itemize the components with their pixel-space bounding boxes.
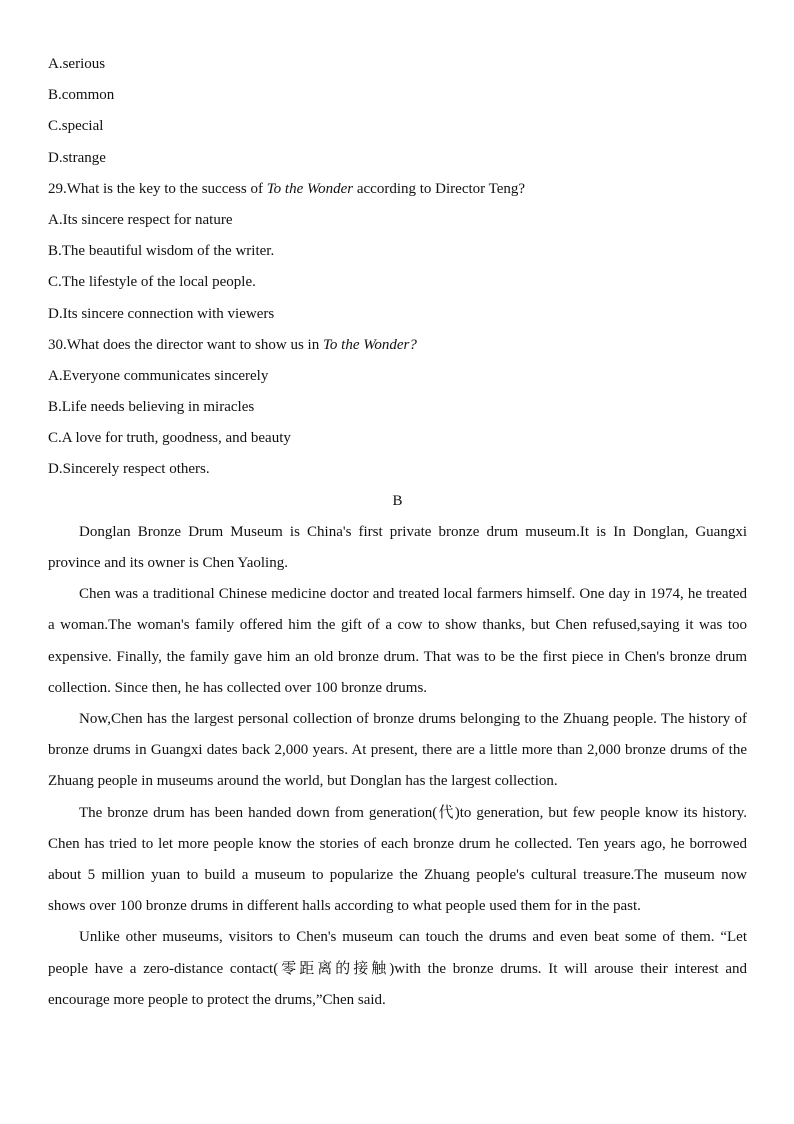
passage-paragraph-5: Unlike other museums, visitors to Chen's museum can touch the drums and even beat some of them. “Let people have a zero-distance contact(零距离的接触)with the bronze drums. It will arouse their interest and encourage more people to protect the drums,”Chen said. <box>48 929 747 1008</box>
q29-stem-title: To the Wonder <box>266 180 354 197</box>
passage-paragraph-1: Donglan Bronze Drum Museum is China's first private bronze drum museum.It is In Donglan, Guangxi province and its owner is Chen Yaoling. <box>48 523 747 572</box>
q29-option-a: A.Its sincere respect for nature <box>48 211 233 228</box>
q30-stem-before: 30.What does the director want to show us in <box>48 336 323 353</box>
q28-option-a: A.serious <box>48 56 106 72</box>
q29-option-b: B.The beautiful wisdom of the writer. <box>48 243 275 260</box>
q28-option-d: D.strange <box>48 149 106 166</box>
q30-stem-title: To the Wonder? <box>322 336 417 353</box>
q29-stem <box>48 174 747 205</box>
passage-paragraph-2: Chen was a traditional Chinese medicine doctor and treated local farmers himself. One day in 1974, he treated a woman.The woman's family offered him the gift of a cow to show thanks, but Chen refused,saying it was too expensive. Finally, the family gave him an old bronze drum. That was to be the first piece in Chen's bronze drum collection. Since then, he has collected over 100 bronze drums. <box>48 586 747 696</box>
q29-option-d: D.Its sincere connection with viewers <box>48 305 275 322</box>
q30-option-d: D.Sincerely respect others. <box>48 461 210 478</box>
q28-option-b: B.common <box>48 87 115 104</box>
q30-option-b: B.Life needs believing in miracles <box>48 399 255 416</box>
q28-option-c: C.special <box>48 118 104 135</box>
q30-option-a: A.Everyone communicates sincerely <box>48 367 269 384</box>
section-heading: B <box>392 492 403 509</box>
q29-option-c: C.The lifestyle of the local people. <box>48 274 256 291</box>
q29-stem-after: according to Director Teng? <box>353 180 526 197</box>
exam-page <box>48 49 747 1016</box>
q30-option-c: C.A love for truth, goodness, and beauty <box>48 430 291 447</box>
passage-paragraph-3: Now,Chen has the largest personal collection of bronze drums belonging to the Zhuang people. The history of bronze drums in Guangxi dates back 2,000 years. At present, there are a little more than 2,000 bronze drums of the Zhuang people in museums around the world, but Donglan has the largest collection. <box>48 711 747 790</box>
q29-stem-before: 29.What is the key to the success of <box>48 180 267 197</box>
q30-stem <box>48 330 747 361</box>
passage-paragraph-4: The bronze drum has been handed down from generation(代)to generation, but few people know its history. Chen has tried to let more people know the stories of each bronze drum he collected. Ten years ago, he borrowed about 5 million yuan to build a museum to popularize the Zhuang people's cultural treasure.The museum now shows over 100 bronze drums in different halls according to what people used them for in the past. <box>48 804 747 915</box>
